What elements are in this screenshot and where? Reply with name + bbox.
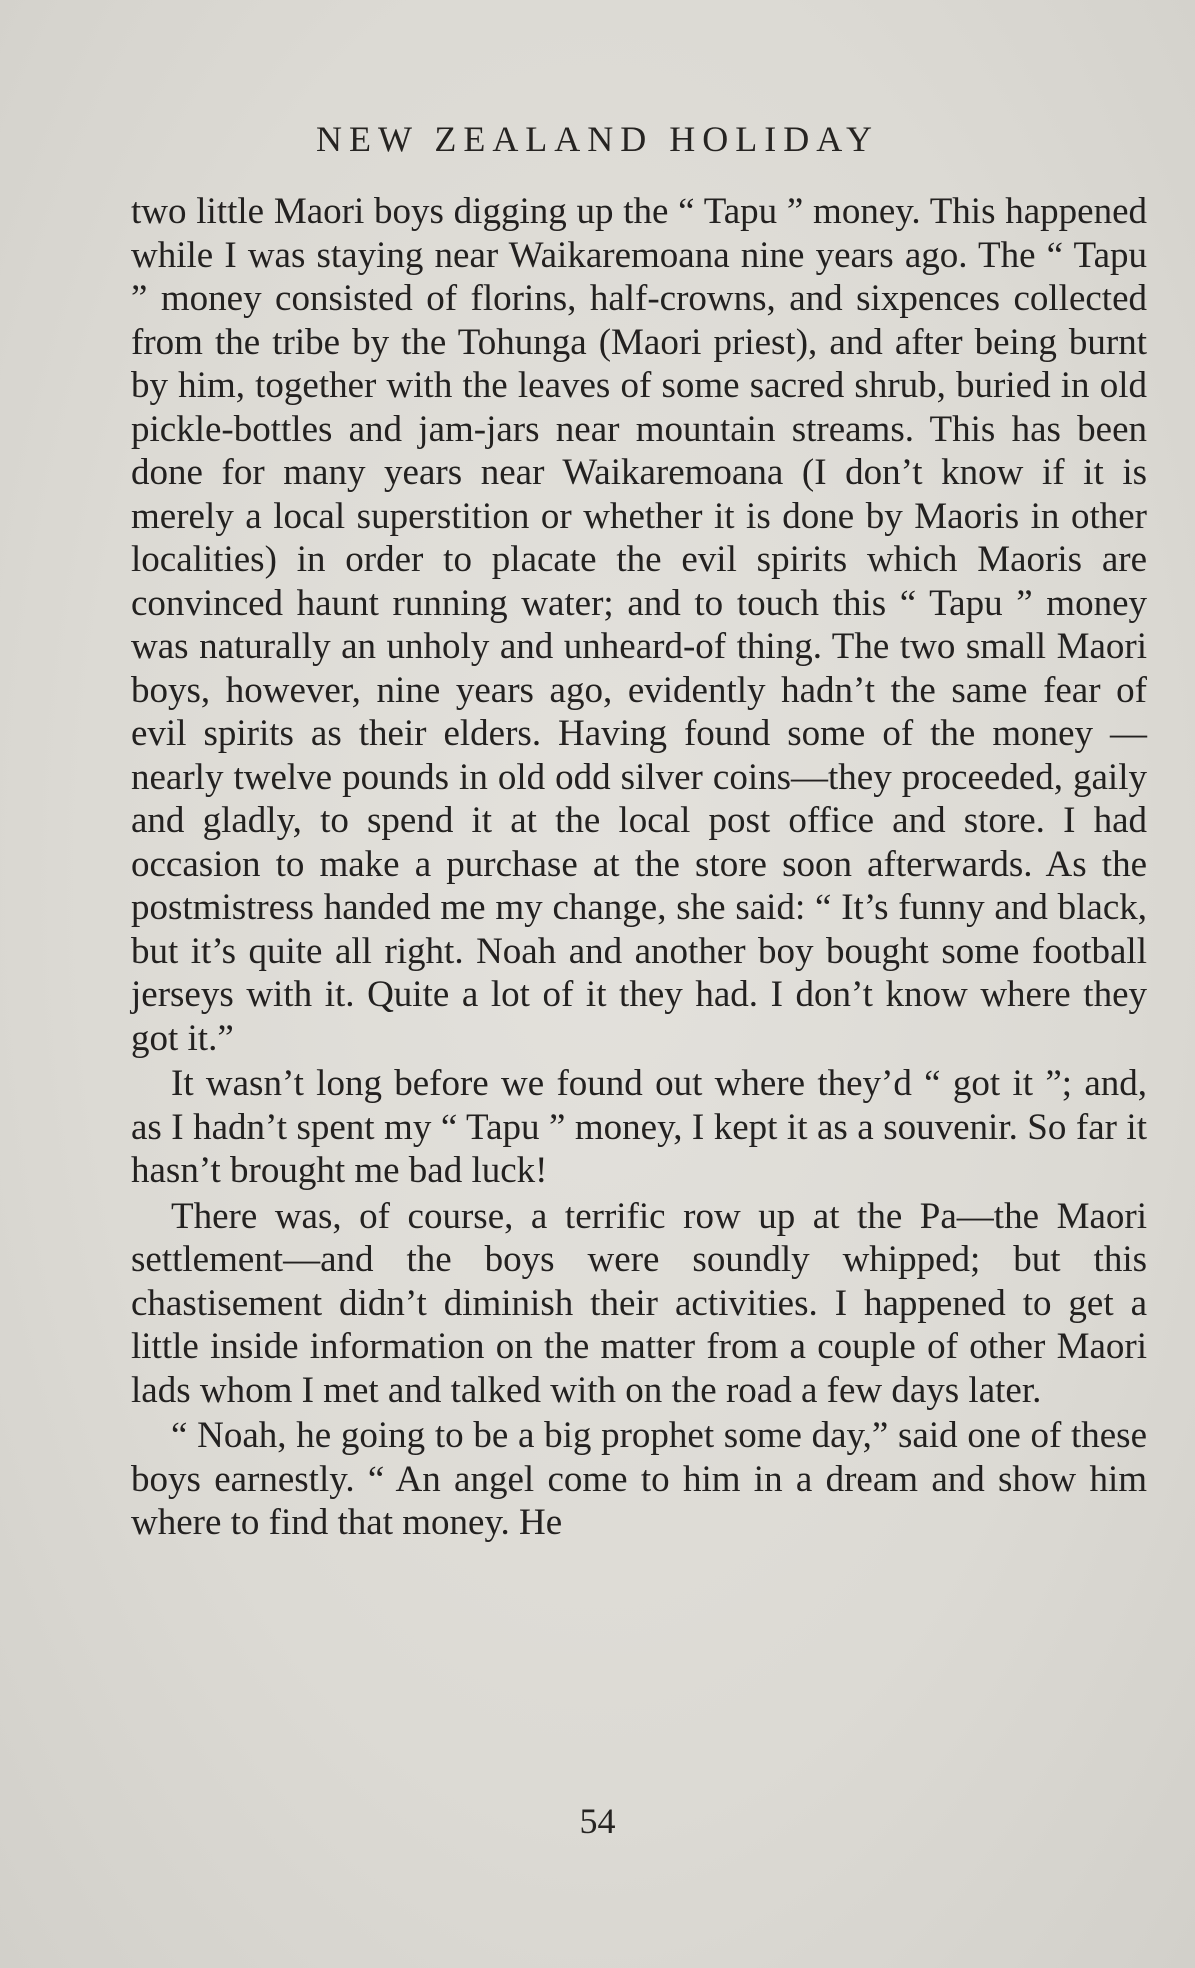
paragraph-1: two little Maori boys digging up the “ Tapu ” money. This happened while I was staying near Waikaremoana nine years ago. The “ Tapu ” money consisted of florins, half-crowns, and sixpences collected from the tribe by the Tohunga (Maori priest), and after being burnt by him, together with the leaves of some sacred shrub, buried in old pickle-bottles and jam-jars near mountain streams. This has been done for many years near Waikaremoana (I don’t know if it is merely a local superstition or whether it is done by Maoris in other localities) in order to placate the evil spirits which Maoris are convinced haunt running water; and to touch this “ Tapu ” money was naturally an unholy and unheard-of thing. The two small Maori boys, however, nine years ago, evidently hadn’t the same fear of evil spirits as their elders. Having found some of the money —nearly twelve pounds in old odd silver coins—they proceeded, gaily and gladly, to spend it at the local post office and store. I had occasion to make a purchase at the store soon afterwards. As the postmistress handed me my change, she said: “ It’s funny and black, but it’s quite all right. Noah and another boy bought some football jerseys with it. Quite a lot of it they had. I don’t know where they got it.” [131,191,1147,1059]
paragraph-4: “ Noah, he going to be a big prophet some day,” said one of these boys earnestly. “ An angel come to him in a dream and show him where to find that money. He [131,1415,1147,1543]
page-number: 54 [579,1801,616,1841]
body-text [131,190,1147,1545]
running-head: NEW ZEALAND HOLIDAY [316,119,879,159]
paragraph-3: There was, of course, a terrific row up at the Pa—the Maori settlement—and the boys were soundly whipped; but this chastisement didn’t diminish their activities. I happened to get a little inside information on the matter from a couple of other Maori lads whom I met and talked with on the road a few days later. [131,1195,1147,1411]
paragraph-2: It wasn’t long before we found out where they’d “ got it ”; and, as I hadn’t spent my “ Tapu ” money, I kept it as a souvenir. So far it hasn’t brought me bad luck! [131,1063,1147,1191]
